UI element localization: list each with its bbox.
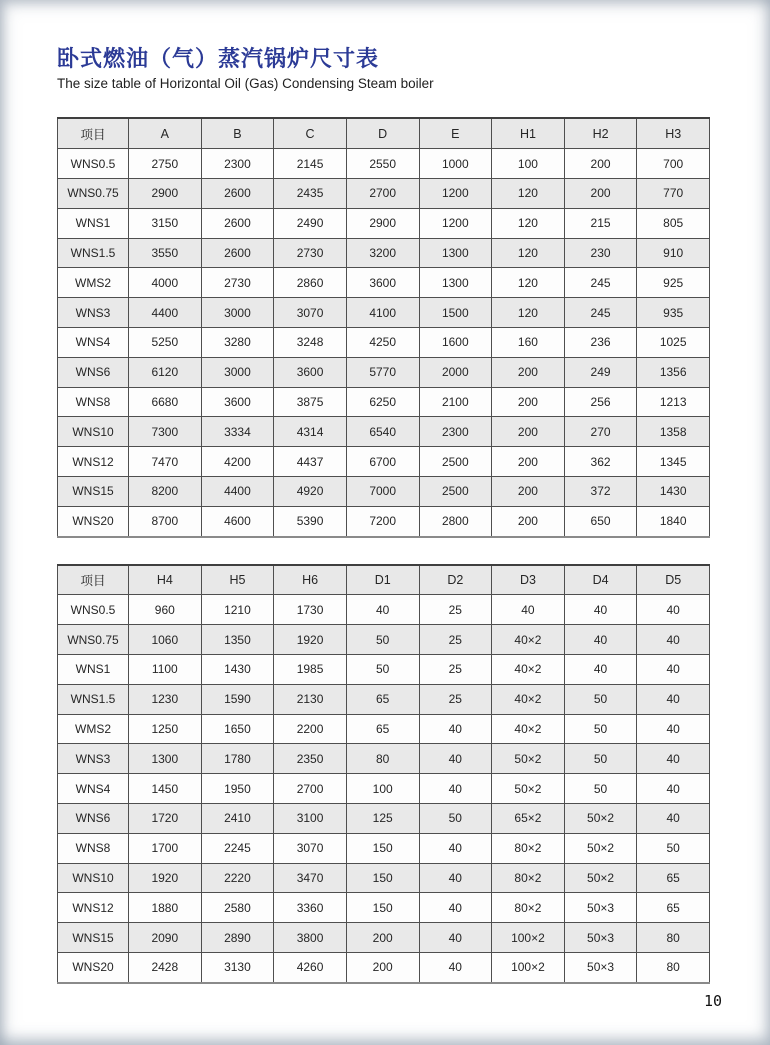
dimension-value-cell: 40 [419,744,492,774]
model-label-cell: WNS10 [58,863,129,893]
dimension-value-cell: 1025 [637,327,710,357]
table-header-row [58,565,710,595]
model-label-cell: WNS10 [58,417,129,447]
dimension-value-cell: 125 [346,803,419,833]
dimension-value-cell: 6700 [346,447,419,477]
dimension-value-cell: 2800 [419,506,492,536]
model-label-cell: WNS20 [58,506,129,536]
dimension-value-cell: 3550 [129,238,202,268]
dimension-value-cell: 80×2 [492,863,565,893]
dimension-value-cell: 40 [637,654,710,684]
dimension-value-cell: 25 [419,684,492,714]
dimension-value-cell: 100×2 [492,923,565,953]
dimension-value-cell: 40 [419,923,492,953]
dimension-value-cell: 2700 [346,178,419,208]
table-row [58,923,710,953]
dimension-value-cell: 7200 [346,506,419,536]
dimension-value-cell: 65 [346,684,419,714]
dimension-value-cell: 2900 [346,208,419,238]
table-row [58,327,710,357]
column-header: 项目 [58,565,129,595]
dimension-value-cell: 4400 [201,476,274,506]
dimension-value-cell: 50 [564,744,637,774]
dimension-value-cell: 2600 [201,208,274,238]
table-row [58,178,710,208]
dimension-value-cell: 2750 [129,149,202,179]
table-row [58,654,710,684]
dimension-value-cell: 80×2 [492,893,565,923]
dimension-value-cell: 4250 [346,327,419,357]
dimension-value-cell: 120 [492,208,565,238]
dimension-value-cell: 3280 [201,327,274,357]
dimension-value-cell: 200 [492,447,565,477]
table-row [58,952,710,982]
dimension-value-cell: 40 [492,595,565,625]
dimension-value-cell: 50 [564,774,637,804]
dimension-value-cell: 40 [637,803,710,833]
table-row [58,268,710,298]
dimension-value-cell: 6540 [346,417,419,447]
dimension-value-cell: 50 [419,803,492,833]
dimension-value-cell: 1356 [637,357,710,387]
dimension-value-cell: 1100 [129,654,202,684]
dimension-value-cell: 25 [419,654,492,684]
dimension-value-cell: 2700 [274,774,347,804]
dimension-value-cell: 2100 [419,387,492,417]
dimension-value-cell: 249 [564,357,637,387]
dimension-value-cell: 120 [492,238,565,268]
table-row [58,893,710,923]
dimension-value-cell: 50×3 [564,893,637,923]
column-header: A [129,118,202,148]
dimension-value-cell: 80 [637,923,710,953]
dimension-value-cell: 2500 [419,447,492,477]
dimension-value-cell: 960 [129,595,202,625]
dimension-value-cell: 40 [637,774,710,804]
dimension-value-cell: 2145 [274,149,347,179]
dimension-value-cell: 4600 [201,506,274,536]
dimension-value-cell: 1985 [274,654,347,684]
model-label-cell: WNS12 [58,447,129,477]
dimension-value-cell: 3200 [346,238,419,268]
dimension-value-cell: 50 [346,625,419,655]
dimension-value-cell: 6680 [129,387,202,417]
dimension-value-cell: 40×2 [492,625,565,655]
model-label-cell: WNS4 [58,327,129,357]
table-row [58,803,710,833]
table-row [58,238,710,268]
dimension-value-cell: 3875 [274,387,347,417]
model-label-cell: WNS3 [58,298,129,328]
dimension-value-cell: 2600 [201,238,274,268]
table-row [58,506,710,536]
dimension-value-cell: 4400 [129,298,202,328]
dimension-value-cell: 372 [564,476,637,506]
table-row [58,595,710,625]
dimension-value-cell: 1250 [129,714,202,744]
dimension-value-cell: 2490 [274,208,347,238]
dimension-value-cell: 3070 [274,833,347,863]
model-label-cell: WNS3 [58,744,129,774]
dimension-value-cell: 4000 [129,268,202,298]
dimension-value-cell: 2410 [201,803,274,833]
dimension-value-cell: 4920 [274,476,347,506]
dimension-value-cell: 120 [492,298,565,328]
dimension-value-cell: 245 [564,298,637,328]
dimension-value-cell: 40 [419,714,492,744]
dimension-value-cell: 40 [637,714,710,744]
dimension-value-cell: 3600 [274,357,347,387]
dimension-value-cell: 1060 [129,625,202,655]
dimension-value-cell: 40×2 [492,714,565,744]
dimension-value-cell: 1210 [201,595,274,625]
dimension-value-cell: 6250 [346,387,419,417]
dimension-value-cell: 40 [564,595,637,625]
table-header-row [58,118,710,148]
dimension-value-cell: 2890 [201,923,274,953]
column-header: C [274,118,347,148]
table-row [58,744,710,774]
dimension-value-cell: 40×2 [492,684,565,714]
dimension-value-cell: 80×2 [492,833,565,863]
dimension-value-cell: 4260 [274,952,347,982]
dimension-value-cell: 40 [419,863,492,893]
dimension-value-cell: 236 [564,327,637,357]
dimension-value-cell: 100×2 [492,952,565,982]
dimension-value-cell: 2245 [201,833,274,863]
dimension-value-cell: 65×2 [492,803,565,833]
dimension-value-cell: 25 [419,625,492,655]
column-header: H2 [564,118,637,148]
dimension-value-cell: 1300 [419,238,492,268]
column-header: H5 [201,565,274,595]
dimension-value-cell: 1920 [274,625,347,655]
dimension-value-cell: 1920 [129,863,202,893]
column-header: H4 [129,565,202,595]
dimension-value-cell: 1430 [637,476,710,506]
dimension-value-cell: 65 [346,714,419,744]
dimension-value-cell: 8700 [129,506,202,536]
dimension-value-cell: 3360 [274,893,347,923]
model-label-cell: WNS6 [58,803,129,833]
column-header: D5 [637,565,710,595]
dimension-value-cell: 2860 [274,268,347,298]
dimension-value-cell: 50×2 [492,774,565,804]
table-body [58,595,710,983]
dimension-value-cell: 150 [346,833,419,863]
table-row [58,298,710,328]
size-table-main-dimensions [57,117,710,537]
dimension-value-cell: 2130 [274,684,347,714]
model-label-cell: WNS0.75 [58,178,129,208]
table-row [58,684,710,714]
dimension-value-cell: 935 [637,298,710,328]
dimension-value-cell: 200 [492,476,565,506]
model-label-cell: WNS1 [58,208,129,238]
model-label-cell: WNS0.5 [58,595,129,625]
table-row [58,208,710,238]
dimension-value-cell: 50×2 [564,833,637,863]
table-row [58,714,710,744]
dimension-value-cell: 80 [637,952,710,982]
dimension-value-cell: 200 [564,149,637,179]
dimension-value-cell: 1230 [129,684,202,714]
dimension-value-cell: 8200 [129,476,202,506]
dimension-value-cell: 650 [564,506,637,536]
table-row [58,149,710,179]
dimension-value-cell: 3150 [129,208,202,238]
dimension-value-cell: 2220 [201,863,274,893]
column-header: D3 [492,565,565,595]
dimension-value-cell: 1430 [201,654,274,684]
dimension-value-cell: 1590 [201,684,274,714]
dimension-value-cell: 1000 [419,149,492,179]
dimension-value-cell: 50×2 [564,803,637,833]
dimension-value-cell: 25 [419,595,492,625]
dimension-value-cell: 200 [346,952,419,982]
dimension-value-cell: 1345 [637,447,710,477]
model-label-cell: WNS8 [58,387,129,417]
dimension-value-cell: 2300 [419,417,492,447]
dimension-value-cell: 2428 [129,952,202,982]
column-header: H3 [637,118,710,148]
page-number: 10 [703,992,722,1010]
dimension-value-cell: 1213 [637,387,710,417]
dimension-value-cell: 50 [564,714,637,744]
dimension-value-cell: 1350 [201,625,274,655]
column-header: D4 [564,565,637,595]
dimension-value-cell: 40×2 [492,654,565,684]
model-label-cell: WNS15 [58,923,129,953]
table-row [58,357,710,387]
dimension-value-cell: 2350 [274,744,347,774]
dimension-value-cell: 2600 [201,178,274,208]
column-header: D1 [346,565,419,595]
dimension-value-cell: 50 [346,654,419,684]
dimension-value-cell: 40 [564,654,637,684]
dimension-value-cell: 3600 [346,268,419,298]
dimension-value-cell: 910 [637,238,710,268]
model-label-cell: WNS0.75 [58,625,129,655]
dimension-value-cell: 40 [637,744,710,774]
dimension-value-cell: 1500 [419,298,492,328]
model-label-cell: WNS15 [58,476,129,506]
dimension-value-cell: 1840 [637,506,710,536]
model-label-cell: WNS20 [58,952,129,982]
dimension-value-cell: 2090 [129,923,202,953]
table-row [58,387,710,417]
dimension-value-cell: 215 [564,208,637,238]
dimension-value-cell: 65 [637,863,710,893]
dimension-value-cell: 3130 [201,952,274,982]
dimension-value-cell: 5390 [274,506,347,536]
page-title-chinese: 卧式燃油（气）蒸汽锅炉尺寸表 [57,46,380,71]
dimension-value-cell: 2500 [419,476,492,506]
dimension-value-cell: 1300 [419,268,492,298]
dimension-value-cell: 50×3 [564,923,637,953]
dimension-value-cell: 1700 [129,833,202,863]
dimension-value-cell: 50 [564,684,637,714]
dimension-value-cell: 1880 [129,893,202,923]
dimension-value-cell: 2300 [201,149,274,179]
column-header: D [346,118,419,148]
page-content [57,46,713,984]
dimension-value-cell: 1950 [201,774,274,804]
table-row [58,447,710,477]
dimension-value-cell: 1720 [129,803,202,833]
model-label-cell: WNS4 [58,774,129,804]
dimension-value-cell: 1780 [201,744,274,774]
model-label-cell: WNS12 [58,893,129,923]
table-row [58,417,710,447]
column-header: H1 [492,118,565,148]
dimension-value-cell: 270 [564,417,637,447]
dimension-value-cell: 2200 [274,714,347,744]
model-label-cell: WNS0.5 [58,149,129,179]
dimension-value-cell: 5770 [346,357,419,387]
dimension-value-cell: 40 [419,952,492,982]
dimension-value-cell: 2000 [419,357,492,387]
dimension-value-cell: 1450 [129,774,202,804]
model-label-cell: WMS2 [58,714,129,744]
dimension-value-cell: 5250 [129,327,202,357]
dimension-value-cell: 50 [637,833,710,863]
column-header: D2 [419,565,492,595]
dimension-value-cell: 50×2 [492,744,565,774]
dimension-value-cell: 160 [492,327,565,357]
dimension-value-cell: 700 [637,149,710,179]
dimension-value-cell: 200 [492,417,565,447]
dimension-value-cell: 3800 [274,923,347,953]
table-row [58,565,710,595]
size-table-secondary-dimensions [57,564,710,984]
model-label-cell: WNS1 [58,654,129,684]
dimension-value-cell: 40 [419,833,492,863]
dimension-value-cell: 200 [492,387,565,417]
dimension-value-cell: 40 [419,774,492,804]
dimension-value-cell: 925 [637,268,710,298]
dimension-value-cell: 80 [346,744,419,774]
dimension-value-cell: 2550 [346,149,419,179]
dimension-value-cell: 40 [637,595,710,625]
dimension-value-cell: 1200 [419,208,492,238]
dimension-value-cell: 2435 [274,178,347,208]
dimension-value-cell: 2900 [129,178,202,208]
dimension-value-cell: 40 [346,595,419,625]
dimension-value-cell: 1358 [637,417,710,447]
column-header: E [419,118,492,148]
column-header: H6 [274,565,347,595]
model-label-cell: WNS1.5 [58,684,129,714]
dimension-value-cell: 2580 [201,893,274,923]
dimension-value-cell: 3470 [274,863,347,893]
dimension-value-cell: 3334 [201,417,274,447]
dimension-value-cell: 40 [637,625,710,655]
dimension-value-cell: 245 [564,268,637,298]
dimension-value-cell: 150 [346,893,419,923]
dimension-value-cell: 1730 [274,595,347,625]
dimension-value-cell: 230 [564,238,637,268]
dimension-value-cell: 2730 [274,238,347,268]
dimension-value-cell: 200 [346,923,419,953]
table-row [58,625,710,655]
table-row [58,774,710,804]
dimension-value-cell: 150 [346,863,419,893]
dimension-value-cell: 100 [346,774,419,804]
dimension-value-cell: 4437 [274,447,347,477]
dimension-value-cell: 65 [637,893,710,923]
dimension-value-cell: 6120 [129,357,202,387]
dimension-value-cell: 3070 [274,298,347,328]
column-header: B [201,118,274,148]
dimension-value-cell: 3600 [201,387,274,417]
dimension-value-cell: 200 [492,357,565,387]
dimension-value-cell: 770 [637,178,710,208]
dimension-value-cell: 3100 [274,803,347,833]
table-row [58,833,710,863]
dimension-value-cell: 7470 [129,447,202,477]
dimension-value-cell: 362 [564,447,637,477]
dimension-value-cell: 1650 [201,714,274,744]
dimension-value-cell: 805 [637,208,710,238]
dimension-value-cell: 120 [492,178,565,208]
dimension-value-cell: 200 [492,506,565,536]
dimension-value-cell: 50×3 [564,952,637,982]
dimension-value-cell: 40 [564,625,637,655]
dimension-value-cell: 3000 [201,298,274,328]
model-label-cell: WNS8 [58,833,129,863]
dimension-value-cell: 3000 [201,357,274,387]
dimension-value-cell: 4100 [346,298,419,328]
dimension-value-cell: 100 [492,149,565,179]
dimension-value-cell: 4314 [274,417,347,447]
dimension-value-cell: 2730 [201,268,274,298]
dimension-value-cell: 200 [564,178,637,208]
dimension-value-cell: 7000 [346,476,419,506]
dimension-value-cell: 7300 [129,417,202,447]
dimension-value-cell: 40 [419,893,492,923]
dimension-value-cell: 256 [564,387,637,417]
table-row [58,476,710,506]
dimension-value-cell: 3248 [274,327,347,357]
page-title-english: The size table of Horizontal Oil (Gas) Condensing Steam boiler [57,76,434,92]
column-header: 项目 [58,118,129,148]
dimension-value-cell: 120 [492,268,565,298]
dimension-value-cell: 1600 [419,327,492,357]
model-label-cell: WNS6 [58,357,129,387]
table-row [58,118,710,148]
dimension-value-cell: 50×2 [564,863,637,893]
dimension-value-cell: 4200 [201,447,274,477]
model-label-cell: WNS1.5 [58,238,129,268]
table-row [58,863,710,893]
table-body [58,149,710,537]
dimension-value-cell: 1300 [129,744,202,774]
model-label-cell: WMS2 [58,268,129,298]
dimension-value-cell: 40 [637,684,710,714]
dimension-value-cell: 1200 [419,178,492,208]
